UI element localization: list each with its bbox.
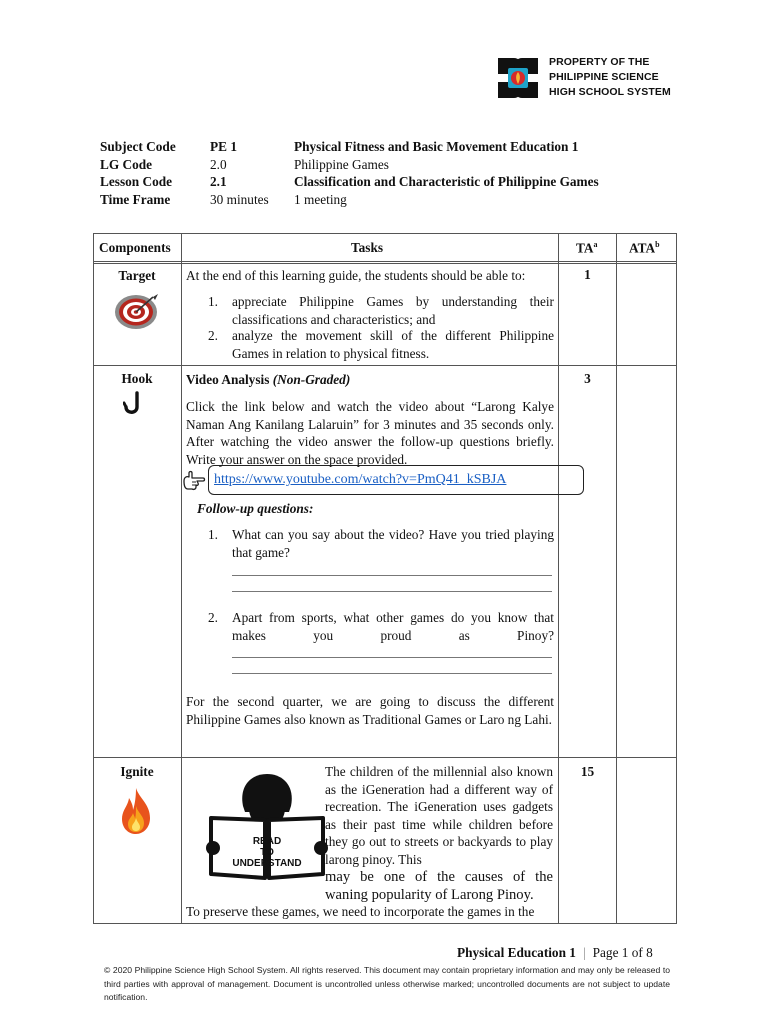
logo-line-3: HIGH SCHOOL SYSTEM <box>549 86 671 98</box>
hook-instructions: Click the link below and watch the video about “Larong Kalye Naman Ang Kanilang Lalaruin” for 3 minutes and 35 seconds only. After watching the video answer the follow-up questions briefly. Write your answer on the space provided. <box>186 399 554 467</box>
read-to-understand-text: READ TO UNDERSTAND <box>232 836 302 869</box>
target-ta: 1 <box>584 267 591 282</box>
pshs-logo-icon <box>494 54 542 102</box>
logo-line-1: PROPERTY OF THE <box>549 56 650 68</box>
read-to-understand-icon <box>205 768 329 888</box>
answer-line-2a[interactable] <box>232 657 552 658</box>
col-divider-3 <box>616 233 617 924</box>
video-link[interactable]: https://www.youtube.com/watch?v=PmQ41_kSBJA <box>214 472 507 487</box>
target-icon <box>113 293 159 331</box>
followup-title: Follow-up questions: <box>197 501 314 516</box>
header-ta: $TA^a$ <box>576 240 598 256</box>
logo-line-2: PHILIPPINE SCIENCE <box>549 71 659 83</box>
ignite-paragraph-large: may be one of the causes of the waning popularity of Larong Pinoy. <box>325 869 553 903</box>
header-components: Components <box>99 240 171 255</box>
col-divider-2 <box>558 233 559 924</box>
table-border-right <box>676 233 677 924</box>
ignite-ta: 15 <box>580 764 595 779</box>
ignite-continuation: To preserve these games, we need to incorporate the games in the <box>186 904 535 919</box>
col-divider-1 <box>181 233 182 924</box>
hook-label: Hook <box>121 371 153 386</box>
hook-ta: 3 <box>584 371 591 386</box>
hook-icon <box>123 391 145 417</box>
header-tasks: Tasks <box>351 240 384 255</box>
footer-subject: Physical Education 1 <box>457 945 576 960</box>
hook-closing: For the second quarter, we are going to discuss the different Philippine Games also known as Traditional Games or Laro ng Lahi. <box>186 694 554 727</box>
logo-text <box>549 55 671 100</box>
page-number: Page 1 of 8 <box>592 945 653 960</box>
pointing-hand-icon <box>181 469 207 493</box>
target-label: Target <box>118 268 156 283</box>
hook-title: Video Analysis (Non-Graded) <box>186 372 351 387</box>
page-footer <box>457 945 653 961</box>
ignite-paragraph: The children of the millennial also known as the iGeneration had a different way of recreation. The iGeneration uses gadgets as their past time while children before they go out to streets or backyards to play larong pinoy. This <box>325 764 553 867</box>
ignite-label: Ignite <box>120 764 154 779</box>
answer-line-1a[interactable] <box>232 575 552 576</box>
fire-icon <box>119 786 153 836</box>
copyright-notice: © 2020 Philippine Science High School System. All rights reserved. This document may contain proprietary information and may only be released to third parties with approval of management. Document is uncontrolled unless otherwise marked; uncontrolled documents are not subject to update notification. <box>104 965 670 1002</box>
header-ata: ATA$^b$ <box>629 240 660 256</box>
table-border-left <box>93 233 94 924</box>
lesson-table: Components Tasks $TA^a$ ATA$^b$ Target At the end of this learning guide, the students should be able to: 1. appreciate Philippine Games by understanding their classifications and characteristics; and 2. analyze the movement skill of the different Philippine Games in relation to physical fitness. 1 Hook Video Analysis (Non-Graded) Click the link below and watch the video about “Larong Kalye Naman Ang Kanilang Lalaruin” for 3 minutes and 35 seconds only. After watching the video answer the follow-up questions briefly. Write your answer on the space provided. https://www.youtube.com/watch?v=PmQ41_kSBJA Follow-up questions: 1. What can you say about the video? Have you tried playing that game? 2. Apart from sports, what other games do you know that makes you proud as Pinoy? For the second quarter, we are going to discuss the different Philippine Games also known as Traditional Games or Laro ng Lahi. 3 Ignite READ TO UNDERSTAND The children of the millennial also known as the iGeneration had a different way of recreation. The iGeneration uses gadgets as their past time while children before they go out to streets or backyards to play larong pinoy. This may be one of the causes of the waning popularity of Larong Pinoy. To preserve these games, we need to incorporate the games in the 15 <box>93 233 677 924</box>
target-intro: At the end of this learning guide, the students should be able to: <box>186 268 526 283</box>
footer-separator: | <box>582 945 586 960</box>
answer-line-2b[interactable] <box>232 673 552 674</box>
answer-line-1b[interactable] <box>232 591 552 592</box>
